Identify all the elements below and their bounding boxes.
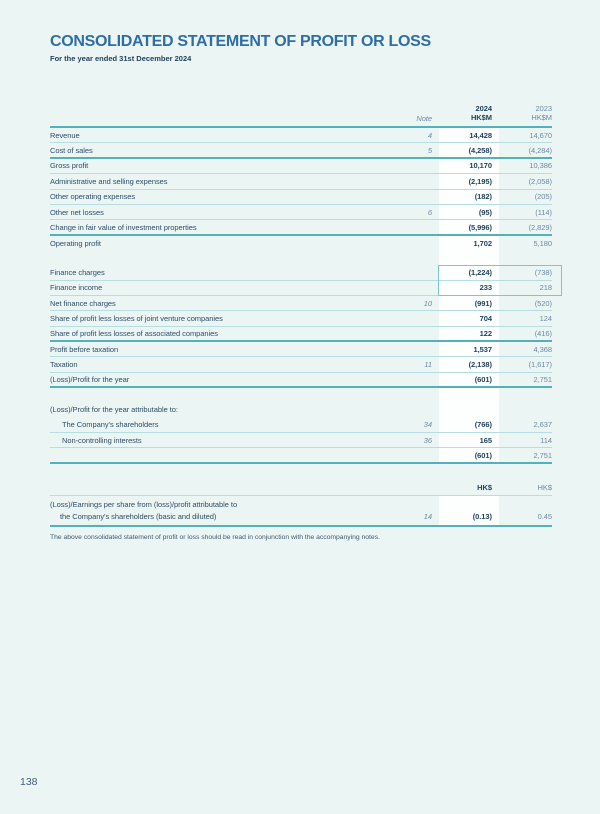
note-value: 5	[427, 145, 432, 155]
table-row	[50, 143, 552, 158]
page-title: CONSOLIDATED STATEMENT OF PROFIT OR LOSS	[50, 33, 431, 50]
row-label: Operating profit	[50, 238, 101, 248]
unit-2023: HK$	[537, 482, 552, 492]
value-2023: 4,368	[533, 344, 552, 354]
value-2023: (2,058)	[528, 176, 552, 186]
row-label: (Loss)/Profit for the year	[50, 375, 130, 385]
row-label: Finance charges	[50, 267, 105, 277]
table-gap-row	[50, 464, 552, 478]
table-row	[50, 327, 552, 342]
value-2024: (4,258)	[468, 145, 492, 155]
row-label: Gross profit	[50, 161, 89, 171]
row-label: Finance income	[50, 283, 103, 293]
note-value: 14	[423, 512, 432, 522]
value-2024: (601)	[474, 375, 492, 385]
value-2023: 114	[540, 435, 552, 445]
statement-footnote: The above consolidated statement of profit or loss should be read in conjunction with the accompanying notes.	[50, 534, 380, 541]
column-unit-2024: HK$M	[470, 113, 492, 123]
value-2024: (95)	[478, 207, 492, 217]
table-row	[50, 418, 552, 433]
table-row	[50, 402, 552, 417]
note-column-header: Note	[416, 114, 432, 123]
table-row	[50, 281, 552, 296]
row-label: Administrative and selling expenses	[50, 176, 168, 186]
note-value: 10	[423, 298, 432, 308]
value-2023: (2,829)	[528, 222, 552, 232]
note-value: 36	[423, 435, 432, 445]
value-2023: (4,284)	[528, 145, 552, 155]
value-2024: (0.13)	[472, 512, 492, 522]
value-2024: 1,537	[473, 344, 492, 354]
column-year-2024: 2024	[475, 103, 492, 113]
row-label: Other net losses	[50, 207, 104, 217]
statement-table	[50, 96, 552, 527]
table-gap-row	[50, 388, 552, 402]
value-2024: 233	[479, 283, 492, 293]
value-2024: 14,428	[469, 130, 492, 140]
column-unit-2023: HK$M	[531, 113, 552, 123]
eps-row	[50, 496, 552, 527]
table-gap-row	[50, 251, 552, 265]
value-2024: (991)	[474, 298, 492, 308]
table-row	[50, 433, 552, 448]
row-label: Non-controlling interests	[62, 435, 142, 445]
eps-label-line1	[50, 496, 552, 509]
row-label: The Company's shareholders	[62, 420, 159, 430]
value-2024: (766)	[474, 420, 492, 430]
value-2023: (205)	[534, 192, 552, 202]
statement-table-rows	[50, 128, 552, 527]
table-row	[50, 311, 552, 326]
table-row	[50, 448, 552, 463]
value-2023: 124	[539, 313, 552, 323]
note-value: 11	[424, 360, 432, 370]
table-row	[50, 128, 552, 143]
unit-header-row	[50, 478, 552, 496]
row-label: the Company's shareholders (basic and diluted)	[60, 512, 217, 522]
note-value: 6	[427, 207, 432, 217]
page-number: 138	[20, 776, 38, 788]
row-label: Change in fair value of investment properties	[50, 222, 197, 232]
value-2024: (5,996)	[468, 222, 492, 232]
table-row	[50, 236, 552, 251]
value-2023: (1,617)	[528, 360, 552, 370]
value-2023: (520)	[534, 298, 552, 308]
value-2024: (601)	[474, 450, 492, 460]
row-label: (Loss)/Earnings per share from (loss)/profit attributable to	[50, 499, 238, 509]
eps-label-line2	[50, 509, 552, 525]
page-subtitle: For the year ended 31st December 2024	[50, 54, 192, 63]
note-value: 34	[423, 420, 432, 430]
column-header-2023	[499, 104, 552, 124]
row-label: Taxation	[50, 360, 78, 370]
table-row	[50, 220, 552, 235]
value-2024: (2,195)	[468, 176, 492, 186]
column-header-2024	[439, 104, 499, 124]
table-row	[50, 159, 552, 174]
value-2023: 5,180	[533, 238, 552, 248]
value-2024: (182)	[474, 192, 492, 202]
value-2023: (738)	[534, 267, 552, 277]
value-2024: 10,170	[469, 161, 492, 171]
value-2024: (2,138)	[468, 360, 492, 370]
value-2023: 218	[539, 283, 552, 293]
value-2024: (1,224)	[468, 267, 492, 277]
table-row	[50, 357, 552, 372]
value-2023: 2,751	[533, 375, 552, 385]
note-value: 4	[427, 130, 432, 140]
value-2024: 1,702	[473, 238, 492, 248]
table-row	[50, 205, 552, 220]
table-header	[50, 96, 552, 128]
table-row	[50, 265, 552, 280]
value-2023: 2,751	[533, 450, 552, 460]
value-2023: (114)	[535, 207, 552, 217]
table-row	[50, 190, 552, 205]
row-label: Profit before taxation	[50, 344, 119, 354]
table-row	[50, 373, 552, 388]
unit-2024: HK$	[477, 482, 492, 492]
row-label: Share of profit less losses of joint venture companies	[50, 313, 223, 323]
value-2023: 14,670	[529, 130, 552, 140]
value-2023: 10,386	[529, 161, 552, 171]
row-label: Other operating expenses	[50, 192, 136, 202]
table-row	[50, 342, 552, 357]
value-2024: 704	[479, 313, 492, 323]
value-2024: 122	[479, 328, 492, 338]
value-2023: 2,637	[533, 420, 552, 430]
row-label: Net finance charges	[50, 298, 116, 308]
value-2023: 0.45	[537, 512, 552, 522]
table-row	[50, 296, 552, 311]
value-2023: (416)	[534, 328, 552, 338]
value-2024: 165	[479, 435, 492, 445]
column-year-2023: 2023	[535, 103, 552, 113]
row-label: (Loss)/Profit for the year attributable to:	[50, 405, 178, 415]
table-row	[50, 174, 552, 189]
row-label: Revenue	[50, 130, 80, 140]
row-label: Cost of sales	[50, 145, 93, 155]
row-label: Share of profit less losses of associated companies	[50, 328, 218, 338]
